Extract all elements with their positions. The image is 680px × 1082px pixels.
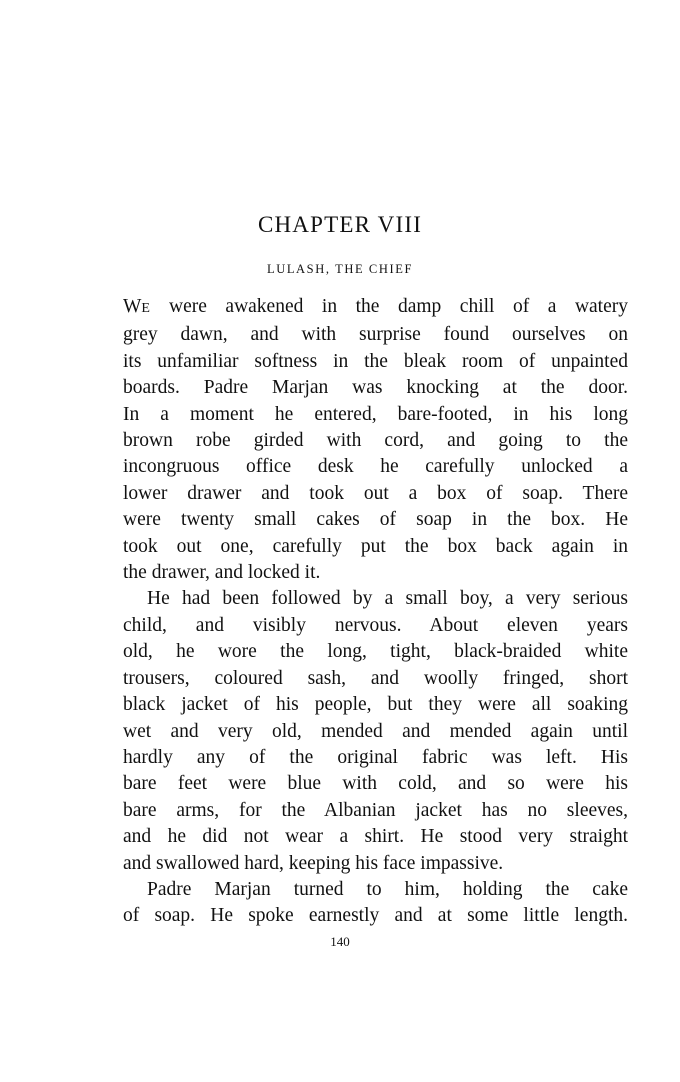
text-line: lower drawer and took out a box of soap. There <box>123 482 628 504</box>
text-line: and he did not wear a shirt. He stood very straight <box>123 826 628 848</box>
text-line: incongruous office desk he carefully unlocked a <box>123 456 628 478</box>
text-line: bare arms, for the Albanian jacket has no sleeves, <box>123 799 628 821</box>
text-line: grey dawn, and with surprise found ourselves on <box>123 324 628 346</box>
small-caps-initial: W <box>123 296 142 317</box>
text-line: hardly any of the original fabric was left. His <box>123 746 628 768</box>
page-number: 140 <box>330 934 350 949</box>
text-line: black jacket of his people, but they were all soaking <box>123 694 628 716</box>
text-line-fragment: were awakened in the damp chill of a watery <box>150 296 628 317</box>
text-line: its unfamiliar softness in the bleak room of unpainted <box>123 350 628 372</box>
text-line: bare feet were blue with cold, and so were his <box>123 773 628 795</box>
text-line: In a moment he entered, bare-footed, in his long <box>123 403 628 425</box>
text-line: He had been followed by a small boy, a very serious <box>147 588 628 610</box>
text-line: Padre Marjan turned to him, holding the cake <box>147 878 628 900</box>
text-line: were twenty small cakes of soap in the box. He <box>123 509 628 531</box>
text-line: brown robe girded with cord, and going to the <box>123 430 628 452</box>
chapter-title: CHAPTER VIII <box>257 212 423 237</box>
text-line: trousers, coloured sash, and woolly fringed, short <box>123 667 628 689</box>
text-line <box>123 294 628 322</box>
text-line: and swallowed hard, keeping his face impassive. <box>123 852 504 874</box>
text-line: of soap. He spoke earnestly and at some little length. <box>123 905 628 927</box>
text-line: boards. Padre Marjan was knocking at the door. <box>123 377 628 399</box>
text-line: the drawer, and locked it. <box>123 562 321 584</box>
paragraph-3 <box>123 877 628 930</box>
paragraph-1 <box>123 294 628 586</box>
text-line: took out one, carefully put the box back again in <box>123 535 628 557</box>
chapter-subtitle: LULASH, THE CHIEF <box>266 262 414 276</box>
small-caps-rest: E <box>141 301 151 316</box>
text-line: wet and very old, mended and mended again until <box>123 720 628 742</box>
body-text <box>123 294 628 930</box>
text-line: child, and visibly nervous. About eleven years <box>123 614 628 636</box>
paragraph-2 <box>123 586 628 876</box>
text-line: old, he wore the long, tight, black-braided white <box>123 641 628 663</box>
